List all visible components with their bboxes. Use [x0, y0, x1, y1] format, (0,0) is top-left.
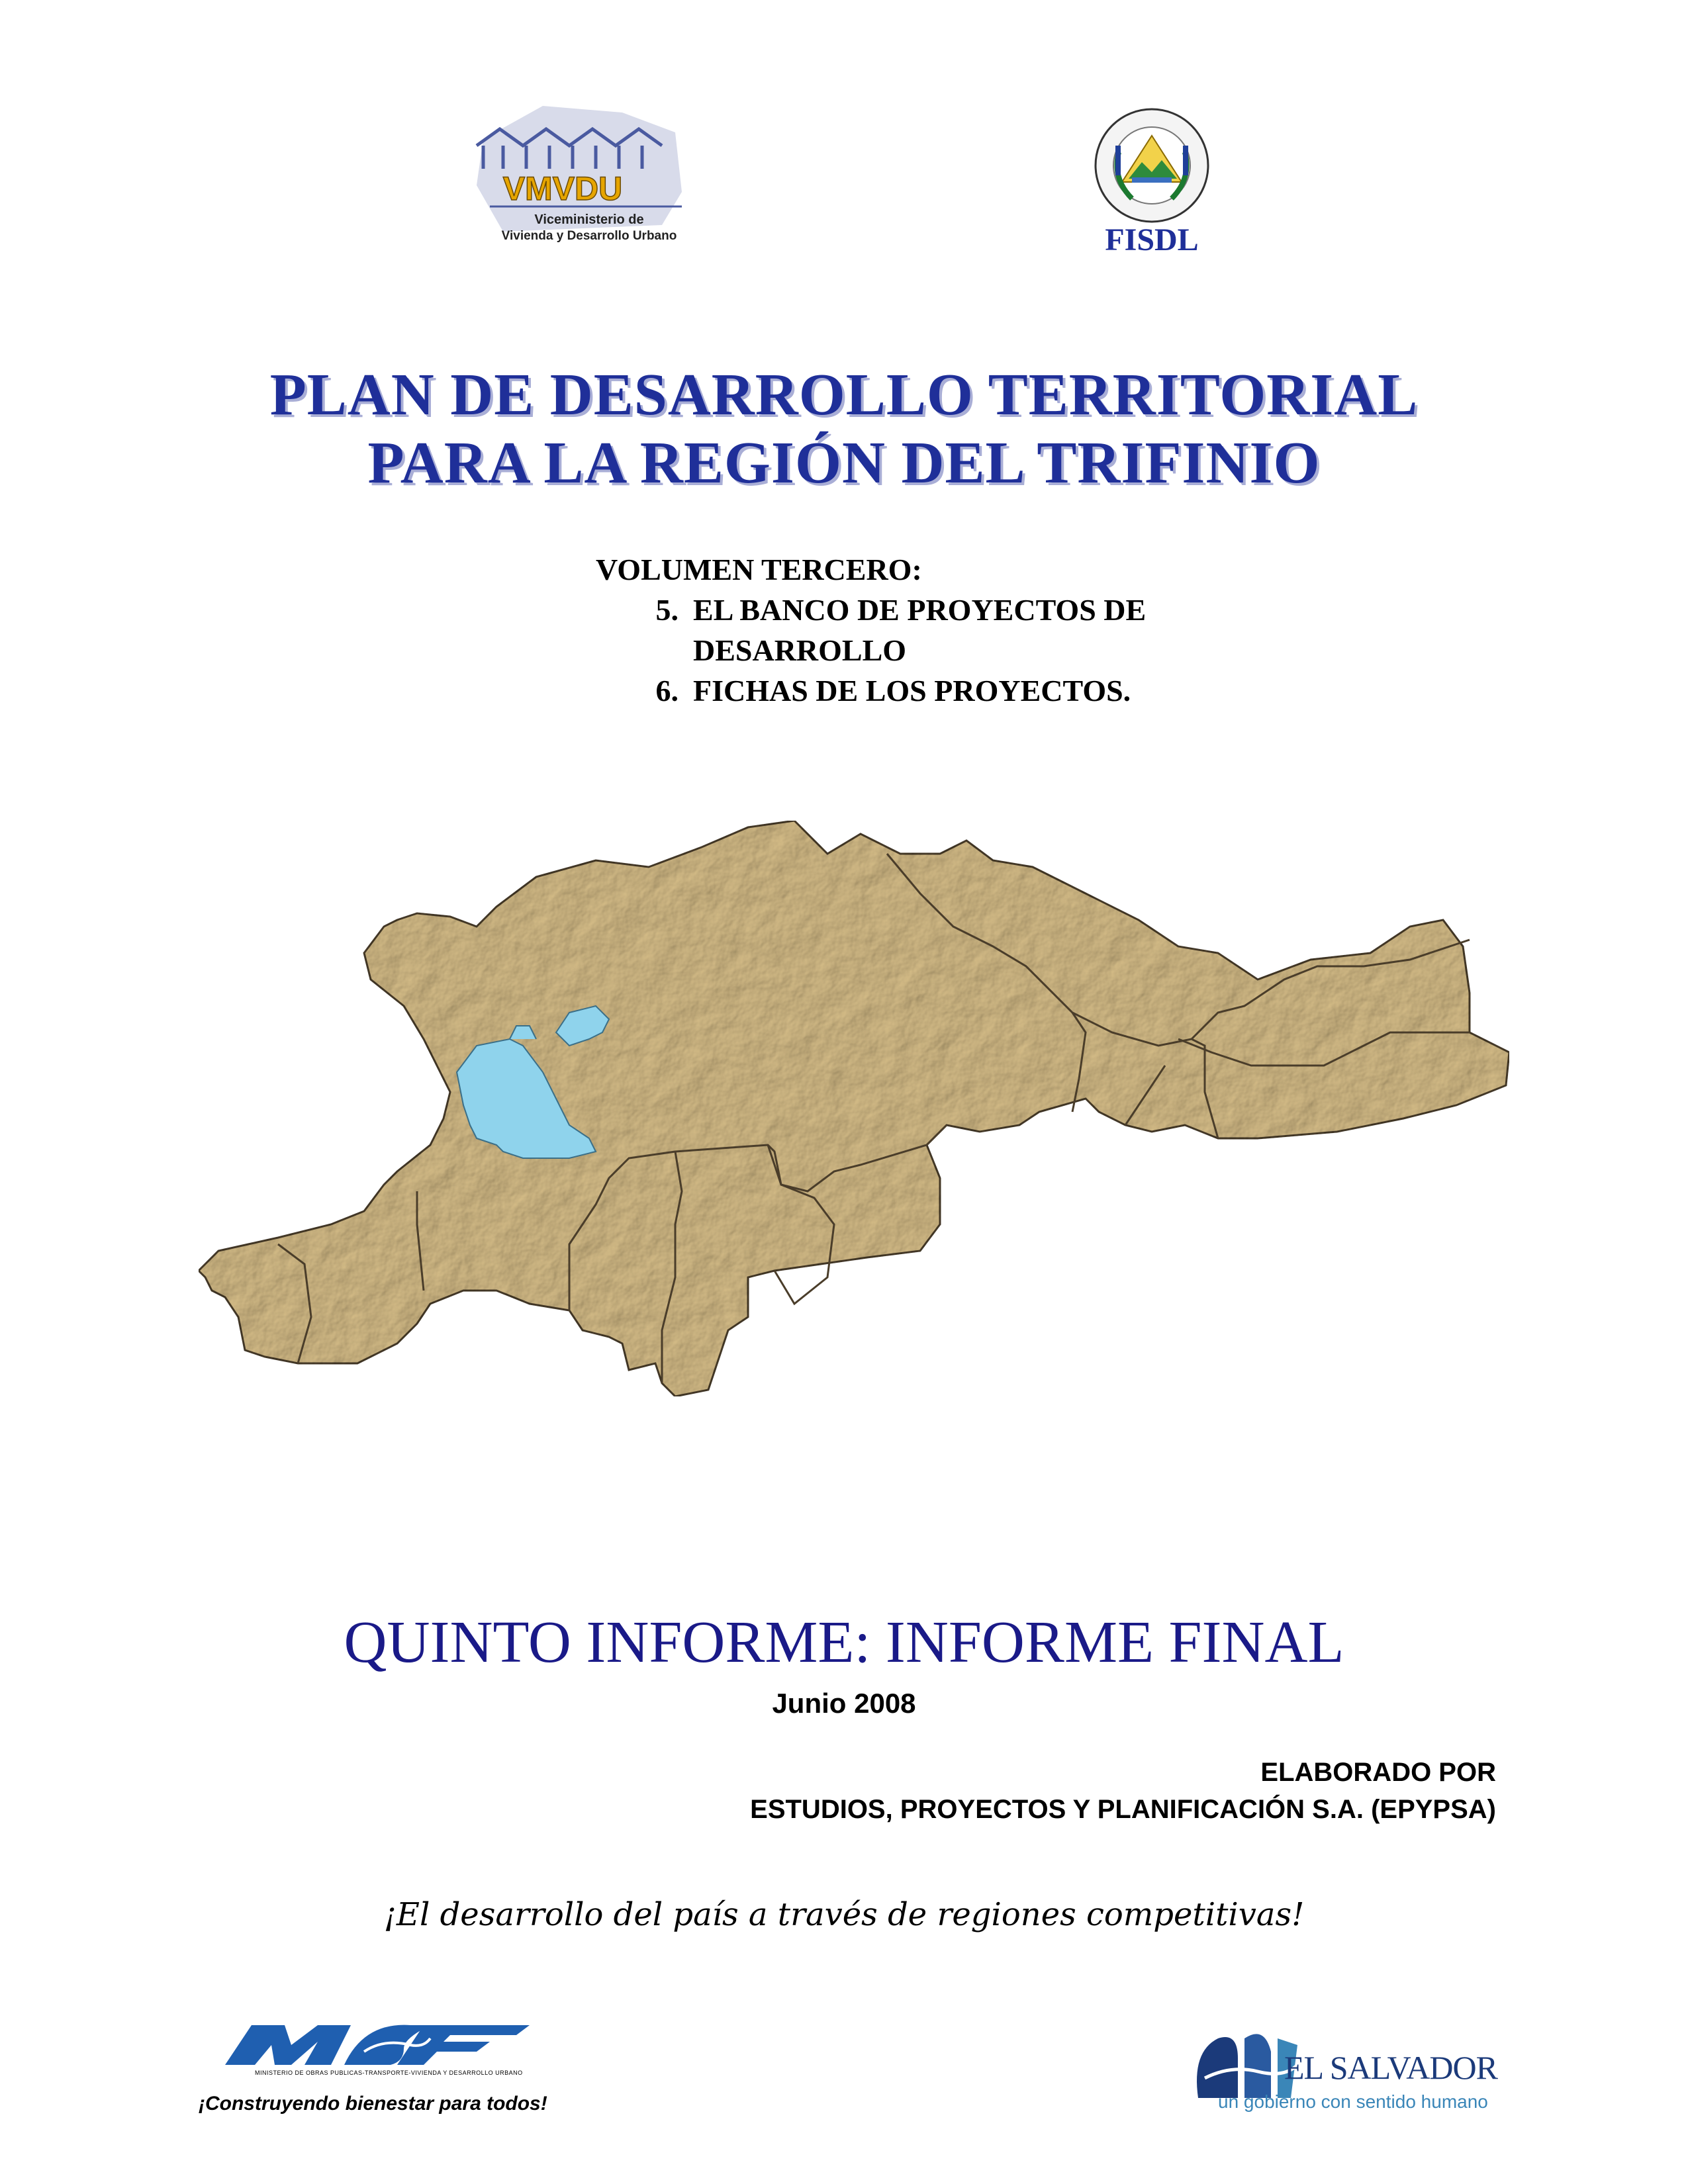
report-title: QUINTO INFORME: INFORME FINAL [344, 1610, 1344, 1675]
volume-item-number: 5. [655, 593, 679, 627]
volume-block [596, 549, 1324, 711]
el-salvador-name: EL SALVADOR [1284, 2049, 1497, 2086]
author-label: ELABORADO POR [1260, 1758, 1496, 1787]
volume-item [596, 590, 1324, 670]
vmvdu-line2: Vivienda y Desarrollo Urbano [501, 229, 677, 243]
document-title-line-1: PLAN DE DESARROLLO TERRITORIAL [269, 362, 1419, 428]
fisdl-logo [1079, 106, 1225, 258]
region-map [199, 814, 1509, 1549]
volume-heading: VOLUMEN TERCERO: [596, 553, 922, 586]
vmvdu-acronym: VMVDU [502, 170, 623, 207]
report-date: Junio 2008 [772, 1688, 916, 1719]
vmvdu-logo [463, 93, 702, 251]
el-salvador-tagline: un gobierno con sentido humano [1218, 2091, 1488, 2112]
region-landmass [199, 821, 1509, 1396]
author-block [750, 1754, 1496, 1828]
fisdl-acronym: FISDL [1105, 222, 1199, 257]
slogan: ¡El desarrollo del país a través de regiones competitivas! [383, 1896, 1305, 1933]
volume-item-number: 6. [655, 674, 679, 707]
volume-item-text: FICHAS DE LOS PROYECTOS. [693, 674, 1131, 707]
document-title-line-2: PARA LA REGIÓN DEL TRIFINIO [367, 430, 1321, 496]
mop-slogan: ¡Construyendo bienestar para todos! [199, 2093, 547, 2115]
vmvdu-line1: Viceministerio de [534, 212, 644, 227]
volume-item-text: EL BANCO DE PROYECTOS DE DESARROLLO [693, 593, 1147, 667]
mop-ministry-line: MINISTERIO DE OBRAS PUBLICAS-TRANSPORTE-VIVIENDA Y DESARROLLO URBANO [255, 2070, 523, 2076]
volume-item [596, 670, 1324, 711]
author-company: ESTUDIOS, PROYECTOS Y PLANIFICACIÓN S.A. (EPYPSA) [750, 1795, 1496, 1824]
